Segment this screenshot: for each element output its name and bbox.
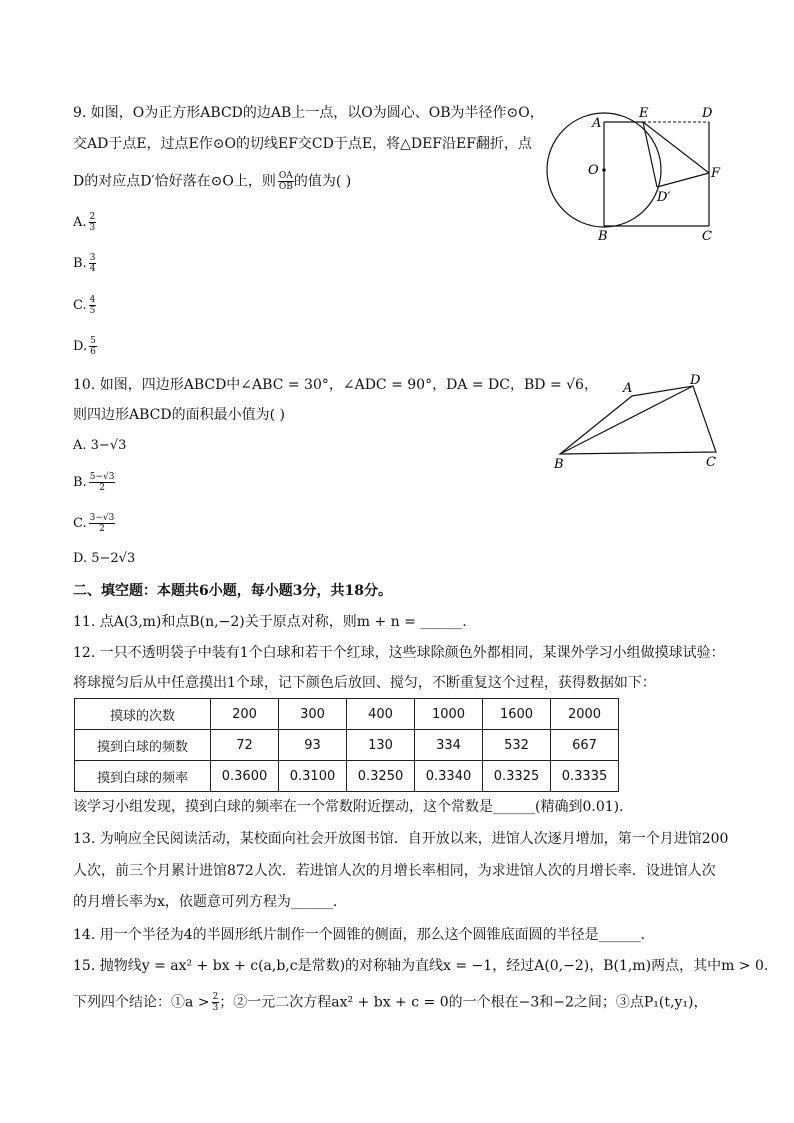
table-cell: 72 [211, 730, 279, 761]
q10-option-b[interactable] [73, 472, 115, 493]
q12-line3: 该学习小组发现，摸到白球的频率在一个常数附近摆动，这个常数是______(精确到0.01). [73, 799, 624, 815]
q10-option-d[interactable]: D. 5−2√3 [73, 551, 136, 566]
q9-option-c-den: 5 [89, 306, 96, 316]
table-cell: 400 [347, 699, 415, 730]
q10-quadrilateral [560, 386, 716, 454]
table-cell: 334 [415, 730, 483, 761]
q9-option-d-frac [89, 336, 97, 357]
q9-point-o [602, 168, 606, 172]
q9-label-o: O [588, 163, 599, 178]
q10-label-b: B [554, 457, 564, 472]
q12-line2: 将球搅匀后从中任意摸出1个球，记下颜色后放回、搅匀，不断重复这个过程，获得数据如下： [73, 675, 656, 691]
q9-segment-d-prime-f [657, 173, 709, 187]
q9-option-a-frac [89, 212, 97, 233]
q9-option-c-num: 4 [89, 295, 96, 305]
q9-line3-text: D的对应点D′恰好落在⊙O上，则 [73, 173, 276, 190]
table-row [75, 730, 619, 761]
q9-label-c: C [702, 229, 712, 244]
q9-label-b: B [598, 229, 608, 244]
table-cell: 0.3335 [551, 761, 619, 792]
q9-option-c-frac [89, 295, 97, 316]
q9-option-d-label: D. [73, 339, 88, 354]
q10-option-c[interactable] [73, 513, 115, 534]
table-cell: 532 [483, 730, 551, 761]
q15-frac-num: 2 [212, 992, 219, 1002]
q12-data-table [74, 698, 619, 792]
q10-figure [550, 372, 730, 472]
q9-label-e: E [639, 106, 649, 121]
q10-option-b-den: 2 [99, 483, 105, 493]
q10-line2: 则四边形ABCD的面积最小值为( ) [73, 407, 285, 423]
table-cell: 667 [551, 730, 619, 761]
table-cell: 130 [347, 730, 415, 761]
q10-option-c-den: 2 [99, 524, 105, 534]
q9-option-a-num: 2 [89, 212, 96, 222]
q9-option-c-label: C. [73, 298, 87, 313]
q9-option-a-label: A. [73, 215, 87, 230]
q9-option-b-frac [89, 253, 97, 274]
q10-option-a[interactable]: A. 3−√3 [73, 438, 127, 453]
table-cell: 0.3340 [415, 761, 483, 792]
q9-frac-den: OB [278, 182, 293, 192]
q9-figure [540, 100, 740, 250]
q13-line2: 人次，前三个月累计进馆872人次．若进馆人次的月增长率相同，为求进馆人次的月增长率．设进馆人次 [73, 863, 716, 879]
table-cell: 0.3325 [483, 761, 551, 792]
q9-option-b-label: B. [73, 256, 87, 271]
q9-line1: 9. 如图，O为正方形ABCD的边AB上一点，以O为圆心、OB为半径作⊙O， [73, 105, 544, 121]
table-row [75, 699, 619, 730]
table-cell: 300 [279, 699, 347, 730]
q9-label-d: D [702, 106, 713, 121]
q10-label-d: D [690, 373, 701, 388]
q12-line1: 12. 一只不透明袋子中装有1个白球和若干个红球，这些球除颜色外都相同，某课外学习小组做摸球试验： [73, 645, 725, 661]
q10-option-c-label: C. [73, 516, 87, 531]
q10-diagonal-bd [560, 386, 693, 454]
q9-label-d-prime: D′ [657, 190, 671, 205]
q9-line2: 交AD于点E，过点E作⊙O的切线EF交CD于点E，将△DEF沿EF翻折，点 [73, 136, 532, 152]
table-cell: 0.3100 [279, 761, 347, 792]
q10-option-c-num: 3−√3 [89, 513, 115, 523]
q9-line3-tail: 的值为( ) [293, 173, 352, 190]
q15-frac-den: 3 [212, 1003, 219, 1013]
table-cell: 1600 [483, 699, 551, 730]
table-cell: 200 [211, 699, 279, 730]
table-row [75, 761, 619, 792]
table-cell: 1000 [415, 699, 483, 730]
table-cell-head: 摸到白球的频数 [75, 730, 211, 761]
table-cell-head: 摸到白球的频率 [75, 761, 211, 792]
q13-line1: 13. 为响应全民阅读活动，某校面向社会开放图书馆．自开放以来，进馆人次逐月增加，第一个月进馆200 [73, 831, 729, 847]
q10-option-c-frac [89, 513, 116, 534]
q15-line2-tail: ；②一元二次方程ax² + bx + c = 0的一个根在−3和−2之间；③点P₁(t,y₁)， [219, 994, 708, 1011]
q15-line2-text: 下列四个结论：①a > [73, 994, 210, 1011]
table-cell-head: 摸球的次数 [75, 699, 211, 730]
q9-option-b[interactable] [73, 253, 96, 274]
q10-option-b-num: 5−√3 [89, 472, 115, 482]
section2-heading: 二、填空题：本题共6小题，每小题3分，共18分。 [73, 583, 392, 599]
table-cell: 2000 [551, 699, 619, 730]
q9-option-d-num: 5 [90, 336, 96, 346]
q9-option-a-den: 3 [89, 223, 96, 233]
q10-option-b-frac [89, 472, 116, 493]
q9-label-a: A [592, 116, 602, 131]
q10-option-b-label: B. [73, 475, 87, 490]
q10-label-c: C [706, 455, 716, 470]
q9-option-c[interactable] [73, 295, 96, 316]
q9-option-a[interactable] [73, 212, 96, 233]
table-cell: 0.3250 [347, 761, 415, 792]
q14-text: 14. 用一个半径为4的半圆形纸片制作一个圆锥的侧面，那么这个圆锥底面圆的半径是______. [73, 927, 646, 943]
q9-option-b-num: 3 [89, 253, 96, 263]
table-cell: 0.3600 [211, 761, 279, 792]
q11-text: 11. 点A(3,m)和点B(n,−2)关于原点对称，则m + n = ______. [73, 614, 467, 630]
q9-option-b-den: 4 [89, 264, 96, 274]
q13-line3: 的月增长率为x，依题意可列方程为______. [73, 894, 338, 910]
q9-label-f: F [711, 166, 721, 181]
q9-fraction [278, 171, 294, 192]
q10-line1: 10. 如图，四边形ABCD中∠ABC = 30°，∠ADC = 90°，DA = DC，BD = √6， [73, 377, 598, 393]
table-cell: 93 [279, 730, 347, 761]
q10-label-a: A [623, 381, 633, 396]
q15-line1: 15. 抛物线y = ax² + bx + c(a,b,c是常数)的对称轴为直线x = −1，经过A(0,−2)，B(1,m)两点，其中m > 0. [73, 958, 769, 974]
q9-option-d[interactable] [73, 336, 97, 357]
q9-frac-num: OA [278, 171, 293, 181]
q15-line2 [73, 992, 707, 1013]
q9-line3 [73, 171, 351, 192]
q9-option-d-den: 6 [90, 347, 96, 357]
